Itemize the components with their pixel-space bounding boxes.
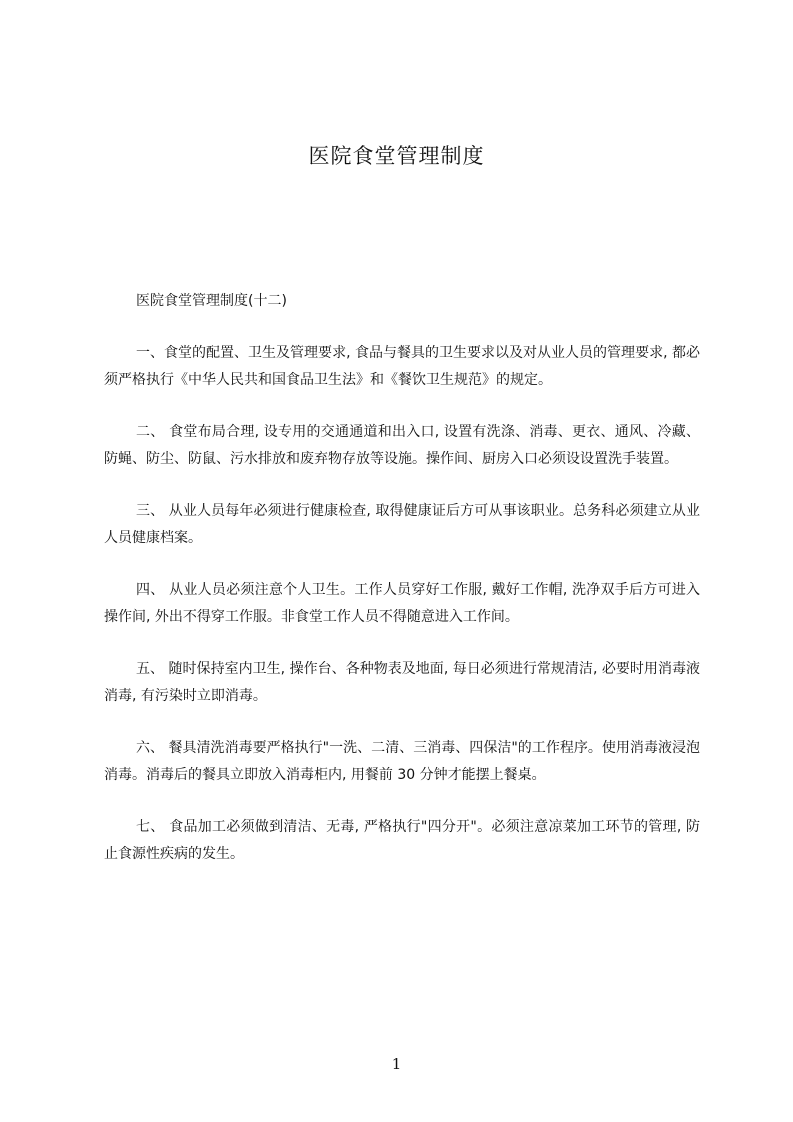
- document-subtitle: 医院食堂管理制度(十二): [136, 293, 287, 309]
- document-title: 医院食堂管理制度: [308, 144, 485, 168]
- document-body: [104, 340, 700, 893]
- paragraph-3: 三、 从业人员每年必须进行健康检查, 取得健康证后方可从事该职业。总务科必须建立从业人员健康档案。: [104, 503, 700, 546]
- paragraph-5: 五、 随时保持室内卫生, 操作台、各种物表及地面, 每日必须进行常规清洁, 必要时用消毒液消毒, 有污染时立即消毒。: [104, 661, 700, 704]
- paragraph-2: 二、 食堂布局合理, 设专用的交通通道和出入口, 设置有洗涤、消毒、更衣、通风、冷藏、防蝇、防尘、防鼠、污水排放和废弃物存放等设施。操作间、厨房入口必须设设置洗手装置。: [104, 424, 700, 467]
- paragraph-4: 四、 从业人员必须注意个人卫生。工作人员穿好工作服, 戴好工作帽, 洗净双手后方可进入操作间, 外出不得穿工作服。非食堂工作人员不得随意进入工作间。: [104, 582, 700, 625]
- page-number: 1: [391, 1055, 402, 1073]
- paragraph-6: 六、 餐具清洗消毒要严格执行"一洗、二清、三消毒、四保洁"的工作程序。使用消毒液浸泡消毒。消毒后的餐具立即放入消毒柜内, 用餐前 30 分钟才能摆上餐桌。: [104, 740, 700, 783]
- paragraph-1: 一、食堂的配置、卫生及管理要求, 食品与餐具的卫生要求以及对从业人员的管理要求, 都必须严格执行《中华人民共和国食品卫生法》和《餐饮卫生规范》的规定。: [104, 345, 700, 388]
- paragraph-7: 七、 食品加工必须做到清洁、无毒, 严格执行"四分开"。必须注意凉菜加工环节的管理, 防止食源性疾病的发生。: [104, 819, 700, 862]
